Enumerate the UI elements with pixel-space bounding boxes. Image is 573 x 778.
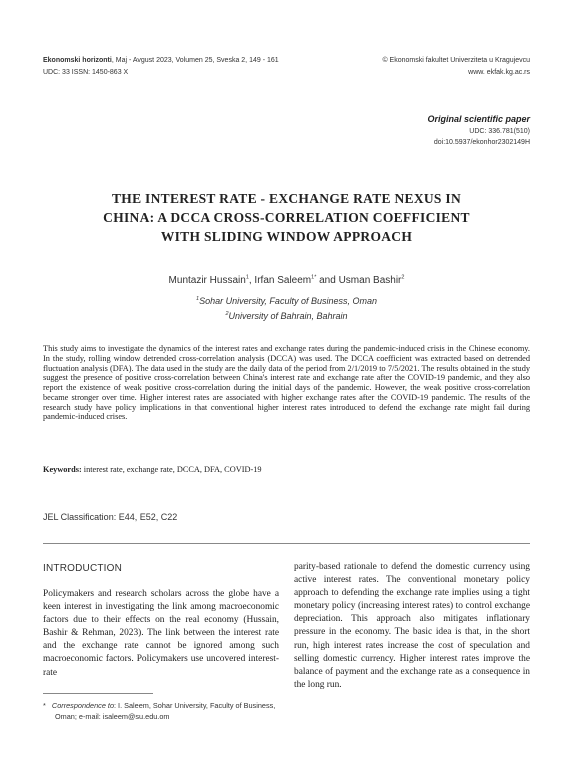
- author-3-affiliation-mark: 2: [401, 274, 405, 281]
- title-line-2: CHINA: A DCCA CROSS-CORRELATION COEFFICIENT: [103, 210, 470, 225]
- journal-citation: [43, 55, 279, 67]
- author-list: [43, 275, 530, 286]
- author-1-affiliation-mark: 1: [245, 274, 249, 281]
- correspondence-footnote: [43, 700, 279, 722]
- article-meta: [427, 112, 530, 148]
- abstract: This study aims to investigate the dynamics of the interest rates and exchange rates during the pandemic-induced crisis in the Chinese economy. In the study, rolling window detrended cross-correlation analysis (DCCA) was used. The DCCA coefficient was extracted based on detrended fluctuation analysis (DFA). The data used in the study are the daily data of the period from 2/1/2019 to 7/5/2021. The results obtained in the study suggest the presence of positive cross-correlation between China's interest rate and exchange rate after the COVID-19 pandemic, and they also report the existence of weak positive cross-correlation during the initial days of the pandemic. However, the weak positive cross-correlation became stronger over time. Higher interest rates are associated with higher exchange rates after the COVID-19 pandemic. The results of the research study have policy implications in that conventional higher interest rates introduced to defend the exchange rate might fail during pandemic-induced crises.: [43, 344, 530, 422]
- footnote-divider: [43, 693, 153, 694]
- affiliation-1-mark: 1: [196, 296, 200, 302]
- jel-classification: JEL Classification: E44, E52, C22: [43, 512, 178, 522]
- keywords-text: interest rate, exchange rate, DCCA, DFA, COVID-19: [81, 465, 262, 474]
- title-line-1: THE INTEREST RATE - EXCHANGE RATE NEXUS IN: [111, 191, 462, 206]
- affiliation-1: [43, 296, 530, 306]
- affiliation-2: [43, 311, 530, 321]
- author-1: Muntazir Hussain: [168, 275, 246, 286]
- title-line-3: WITH SLIDING WINDOW APPROACH: [160, 229, 413, 244]
- journal-website[interactable]: www. ekfak.kg.ac.rs: [468, 69, 530, 76]
- article-doi[interactable]: doi:10.5937/ekonhor2302149H: [433, 139, 530, 146]
- section-divider: [43, 543, 530, 544]
- udc-issn: UDC: 33 ISSN: 1450-863 X: [43, 69, 129, 76]
- footnote-text: : I. Saleem, Sohar University, Faculty of Business, Oman; e-mail: isaleem@su.edu.om: [55, 701, 276, 721]
- author-2: , Irfan Saleem: [248, 275, 312, 286]
- affiliation-2-text: University of Bahrain, Bahrain: [228, 311, 348, 321]
- running-header-right: [382, 55, 530, 79]
- footnote-label: Correspondence to: [49, 701, 114, 710]
- introduction-right-column: parity-based rationale to defend the domestic currency using active interest rates. The conventional monetary policy approach to defending the exchange rate implies using a tight monetary policy (increasing interest rates) to control exchange depreciation. This approach also mitigates inflationary pressure in the economy. The basic idea is that, in the short run, high interest rates increase the cost of speculation and selling domestic currency. Higher interest rates improve the balance of payment and the exchange rate as a consequence in the long run.: [294, 562, 530, 690]
- footnote-marker: *: [43, 701, 46, 710]
- affiliation-2-mark: 2: [225, 311, 229, 317]
- affiliation-1-text: Sohar University, Faculty of Business, Oman: [199, 296, 377, 306]
- copyright-notice: © Ekonomski fakultet Univerziteta u Kragujevcu: [382, 57, 530, 64]
- author-2-affiliation-mark: 1*: [311, 274, 317, 281]
- paper-type: Original scientific paper: [427, 114, 530, 124]
- article-udc: UDC: 336.781(510): [469, 128, 530, 135]
- introduction-left-column: Policymakers and research scholars across the globe have a keen interest in investigating the link among macroeconomic factors due to their effects on the real economy (Hussain, Bashir & Rehman, 2023). The link between the interest rate and the exchange rate cannot be ignored among such macroeconomic factors. Policymakers use uncovered interest-rate: [43, 589, 279, 678]
- keywords-label: Keywords:: [43, 465, 82, 474]
- introduction-heading: INTRODUCTION: [43, 563, 123, 574]
- journal-name: Ekonomski horizonti: [43, 57, 112, 64]
- author-3: and Usman Bashir: [316, 275, 402, 286]
- running-header-left: [43, 55, 279, 79]
- paper-title: [43, 189, 530, 246]
- keywords: [43, 465, 530, 474]
- journal-issue: , Maj - Avgust 2023, Volumen 25, Sveska 2, 149 - 161: [111, 57, 279, 64]
